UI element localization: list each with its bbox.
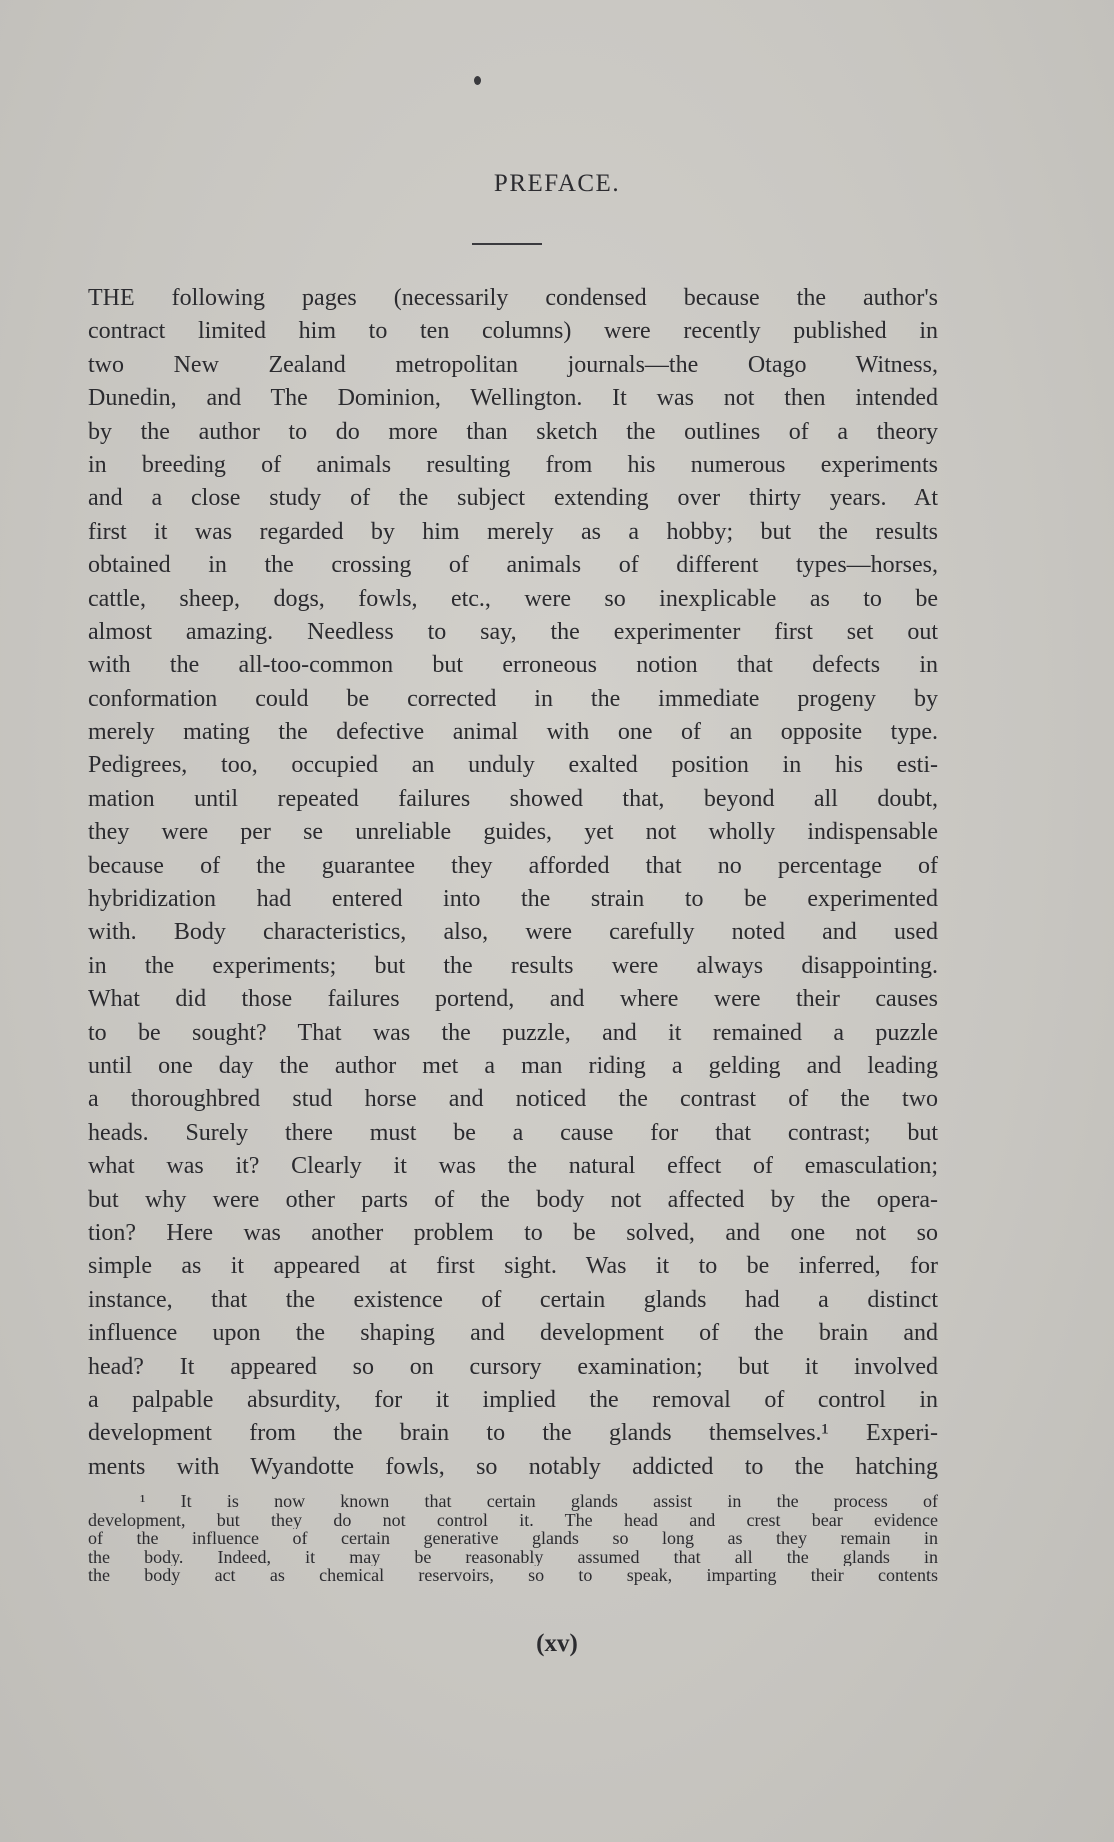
body-line: hybridization had entered into the strain to be experimented (88, 886, 938, 913)
body-line: and a close study of the subject extending over thirty years. At (88, 485, 938, 512)
body-line: in breeding of animals resulting from his numerous experiments (88, 451, 938, 478)
body-line: until one day the author met a man riding a gelding and leading (88, 1052, 938, 1079)
body-line: mation until repeated failures showed that, beyond all doubt, (88, 785, 938, 812)
body-line: to be sought? That was the puzzle, and it remained a puzzle (88, 1019, 938, 1046)
page-title: PREFACE. (493, 170, 621, 197)
body-line: Dunedin, and The Dominion, Wellington. It was not then intended (88, 385, 938, 412)
body-line: they were per se unreliable guides, yet not wholly indispensable (88, 819, 938, 846)
body-line: THE following pages (necessarily condensed because the author's (88, 285, 938, 311)
body-line: heads. Surely there must be a cause for that contrast; but (88, 1119, 938, 1146)
page-number: (xv) (536, 1630, 578, 1657)
body-line: a palpable absurdity, for it implied the removal of control in (88, 1386, 938, 1413)
body-line: because of the guarantee they afforded that no percentage of (88, 852, 938, 879)
body-line: merely mating the defective animal with one of an opposite type. (88, 719, 938, 746)
body-line: by the author to do more than sketch the outlines of a theory (88, 418, 938, 445)
body-line: instance, that the existence of certain glands had a distinct (88, 1286, 938, 1313)
body-line: two New Zealand metropolitan journals—the Otago Witness, (88, 351, 938, 378)
body-line: obtained in the crossing of animals of different types—horses, (88, 552, 938, 579)
body-line: influence upon the shaping and development of the brain and (88, 1320, 938, 1347)
title-divider (472, 243, 542, 245)
body-line: but why were other parts of the body not affected by the opera- (88, 1186, 938, 1213)
body-line: ments with Wyandotte fowls, so notably addicted to the hatching (88, 1453, 938, 1480)
body-line: with the all-too-common but erroneous notion that defects in (88, 652, 938, 679)
body-line: cattle, sheep, dogs, fowls, etc., were so inexplicable as to be (88, 585, 938, 612)
body-line: development from the brain to the glands themselves.¹ Experi- (88, 1420, 938, 1447)
footnote-line: the body. Indeed, it may be reasonably assumed that all the glands in (88, 1547, 938, 1566)
body-line: tion? Here was another problem to be solved, and one not so (88, 1219, 938, 1246)
body-line: head? It appeared so on cursory examination; but it involved (88, 1353, 938, 1380)
footnote (88, 1492, 938, 1585)
body-line: with. Body characteristics, also, were carefully noted and used (88, 919, 938, 946)
body-line: almost amazing. Needless to say, the experimenter first set out (88, 618, 938, 645)
footnote-line: ¹ It is now known that certain glands assist in the process of (140, 1492, 938, 1511)
body-line: what was it? Clearly it was the natural effect of emasculation; (88, 1153, 938, 1180)
footnote-line: of the influence of certain generative glands so long as they remain in (88, 1529, 938, 1548)
ink-speck (474, 76, 481, 85)
body-line: Pedigrees, too, occupied an unduly exalted position in his esti- (88, 752, 938, 779)
body-line: a thoroughbred stud horse and noticed the contrast of the two (88, 1086, 938, 1113)
preface-body (88, 282, 938, 1484)
body-line: in the experiments; but the results were always disappointing. (88, 952, 938, 979)
body-line: first it was regarded by him merely as a hobby; but the results (88, 518, 938, 545)
body-line: conformation could be corrected in the immediate progeny by (88, 685, 938, 712)
body-line: contract limited him to ten columns) were recently published in (88, 318, 938, 345)
body-line: What did those failures portend, and where were their causes (88, 986, 938, 1013)
footnote-line: the body act as chemical reservoirs, so to speak, imparting their contents (88, 1566, 938, 1585)
body-line: simple as it appeared at first sight. Was it to be inferred, for (88, 1253, 938, 1280)
footnote-line: development, but they do not control it. The head and crest bear evidence (88, 1510, 938, 1529)
